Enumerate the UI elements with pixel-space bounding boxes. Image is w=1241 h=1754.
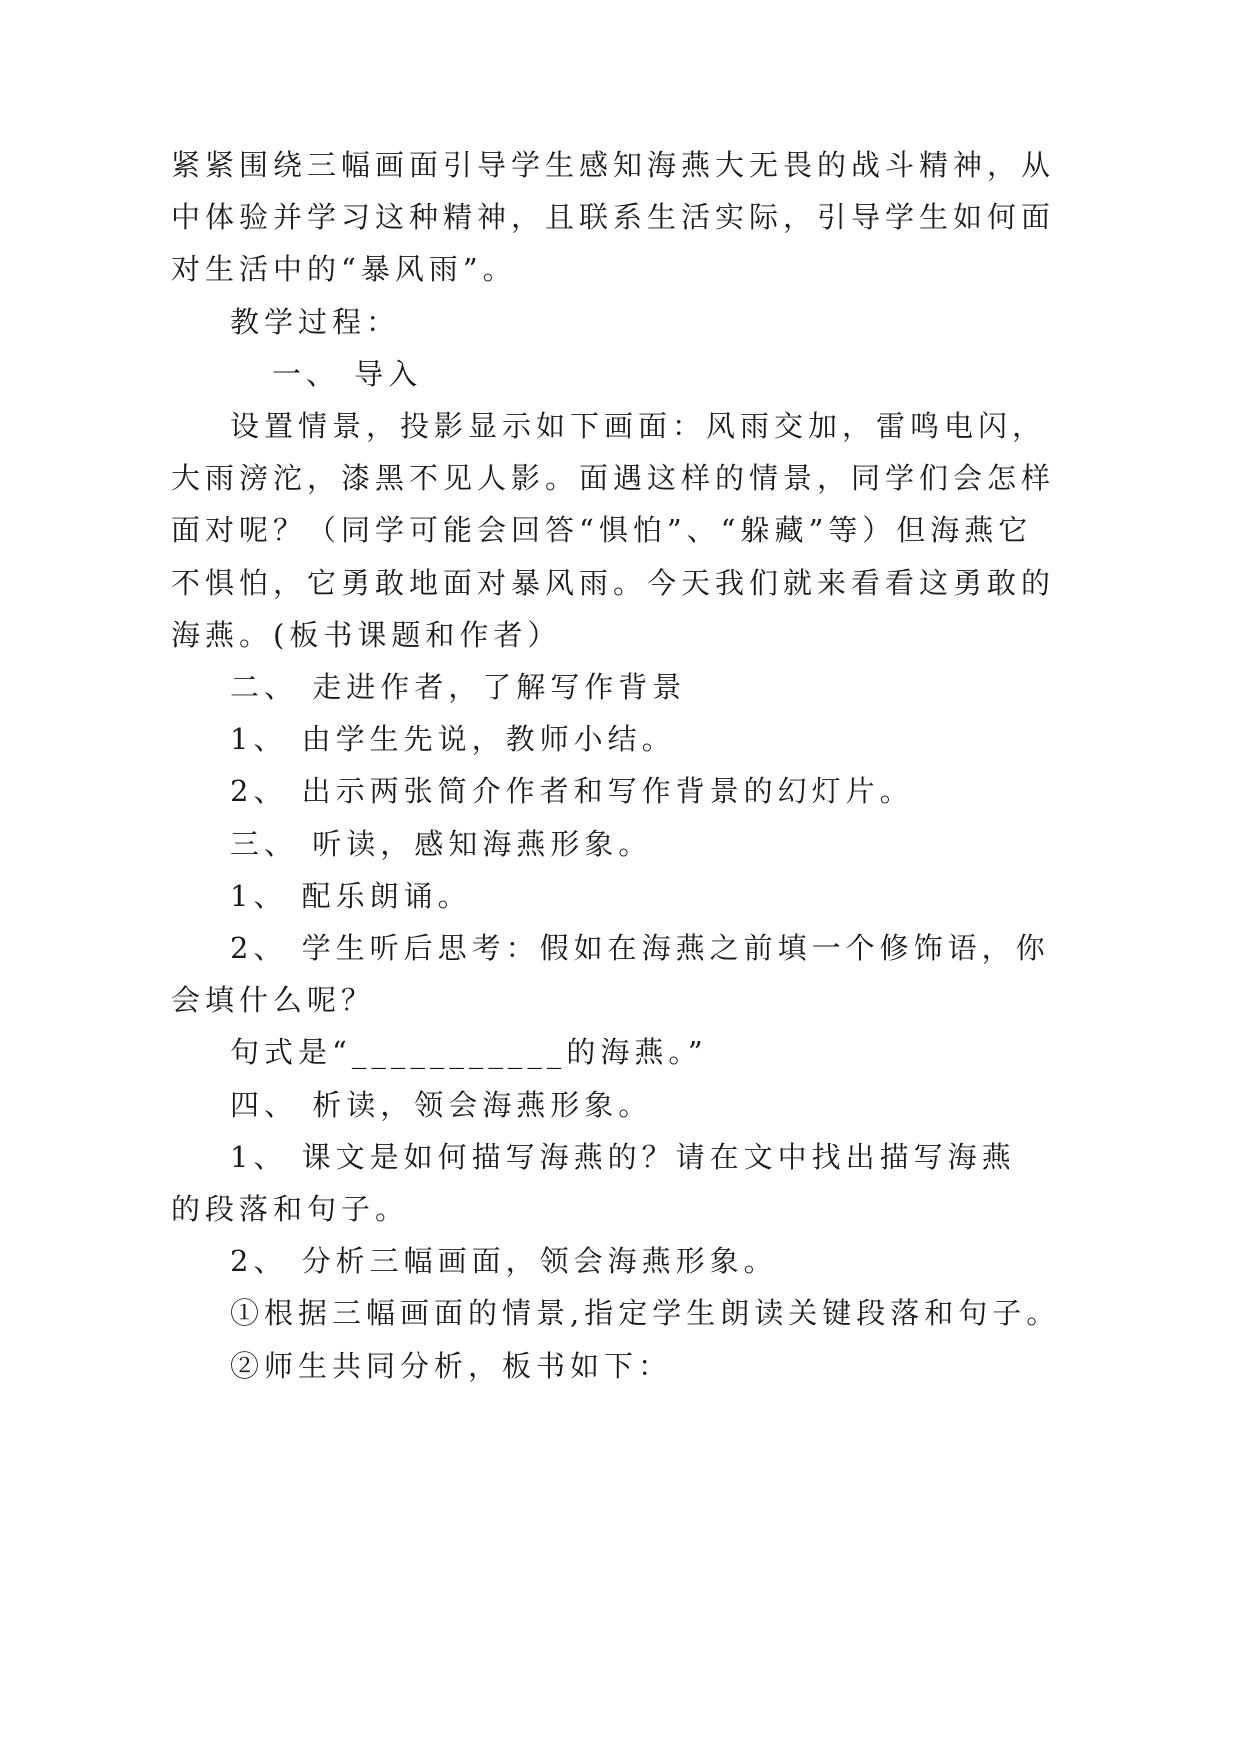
text-line: 句式是“___________的海燕。” — [230, 1035, 708, 1069]
section-heading: 二、 走进作者，了解写作背景 — [230, 670, 687, 704]
list-item: ①根据三幅画面的情景,指定学生朗读关键段落和句子。 — [230, 1296, 1061, 1330]
list-item: 1、 由学生先说，教师小结。 — [230, 722, 676, 756]
section-heading: 三、 听读，感知海燕形象。 — [230, 827, 653, 861]
text-line: 紧紧围绕三幅画面引导学生感知海燕大无畏的战斗精神，从 — [171, 148, 1056, 182]
text-line: 教学过程： — [230, 305, 401, 339]
list-item: ②师生共同分析，板书如下： — [230, 1349, 673, 1383]
text-line: 大雨滂沱，漆黑不见人影。面遇这样的情景，同学们会怎样 — [171, 461, 1056, 495]
list-item: 2、 学生听后思考：假如在海燕之前填一个修饰语，你 — [230, 931, 1050, 965]
text-line: 对生活中的“暴风雨”。 — [171, 252, 517, 286]
list-item: 1、 配乐朗诵。 — [230, 879, 472, 913]
text-line: 的段落和句子。 — [171, 1192, 410, 1226]
section-heading: 四、 析读，领会海燕形象。 — [230, 1088, 653, 1122]
list-item: 2、 出示两张简介作者和写作背景的幻灯片。 — [230, 774, 914, 808]
list-item: 2、 分析三幅画面，领会海燕形象。 — [230, 1244, 778, 1278]
text-line: 海燕。(板书课题和作者） — [171, 618, 562, 652]
text-line: 不惧怕，它勇敢地面对暴风雨。今天我们就来看看这勇敢的 — [171, 566, 1056, 600]
text-line: 会填什么呢？ — [171, 983, 376, 1017]
text-line: 面对呢？（同学可能会回答“惧怕”、“躲藏”等）但海燕它 — [171, 513, 1033, 547]
text-line: 设置情景，投影显示如下画面：风雨交加，雷鸣电闪， — [230, 409, 1047, 443]
list-item: 1、 课文是如何描写海燕的？请在文中找出描写海燕 — [230, 1140, 1016, 1174]
section-heading: 一、 导入 — [272, 357, 423, 391]
text-line: 中体验并学习这种精神，且联系生活实际，引导学生如何面 — [171, 200, 1056, 234]
